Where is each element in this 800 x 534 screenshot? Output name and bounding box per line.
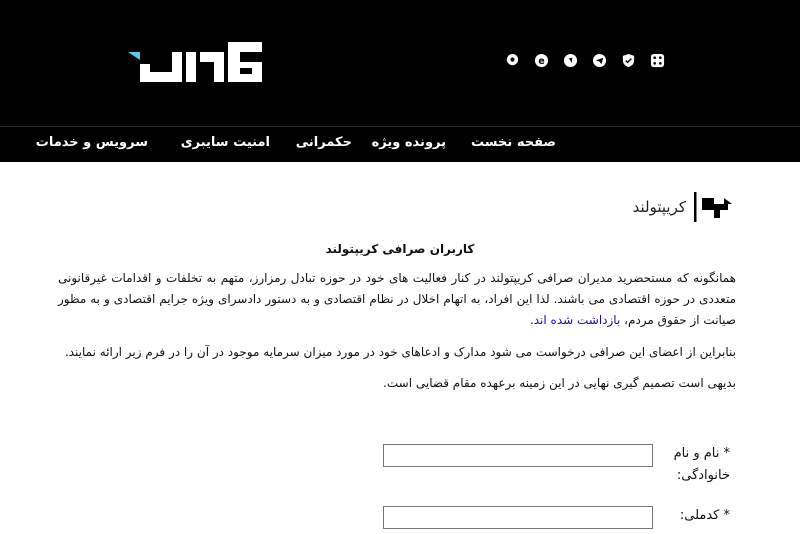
location-icon[interactable] [504,52,520,68]
nav-item-governance[interactable]: حکمرانی [295,135,352,150]
intro-text: همانگونه که مستحضرید مدیران صرافی کریپتولند در کنار فعالیت های خود در حوزه تبادل رمزارز، متهم به تخلفات و اقدامات غیرقانونی متعددی در حوزه اقتصادی می باشند. لذا این افراد، به اتهام اخلال در نظام اقتصادی و به دستور دادسرای ویژه جرایم اقتصادی و به مظور صیانت از حقوق مردم، [58,271,736,327]
aparat-icon[interactable] [533,52,549,68]
national-id-input[interactable] [383,506,653,529]
gerdab-logo[interactable] [128,38,262,84]
instagram-icon[interactable] [562,52,578,68]
intro-paragraph [58,268,736,331]
national-id-label: * کدملی: [679,508,730,523]
svg-text:e: e [537,55,545,67]
social-icons [504,52,678,68]
fullname-input[interactable] [383,444,653,467]
page-content [0,162,800,534]
request-paragraph: بنابراین از اعضای این صرافی درخواست می شود مدارک و ادعاهای خود در مورد میزان سرمایه موجود در آن را در فرم زیر ارائه نمایند. [64,345,736,359]
nav-item-home[interactable]: صفحه نخست [471,135,556,150]
form-title: کاربران صرافی کریپتولند [325,242,475,256]
notice-paragraph: بدیهی است تصمیم گیری نهایی در این زمینه برعهده مقام قضایی است. [383,376,736,390]
nav-item-services[interactable]: سرویس و خدمات [35,135,148,150]
nav-item-cyber[interactable]: امنیت سایبری [180,135,270,150]
site-header [0,0,800,126]
shield-icon[interactable] [620,52,636,68]
gerdab-mark-icon [694,190,734,224]
nav-item-dossier[interactable]: پرونده ویژه [371,135,446,150]
main-nav [0,126,800,162]
section-title: کریپتولند [632,198,686,216]
telegram-icon[interactable] [591,52,607,68]
arrest-link[interactable]: بازداشت شده اند. [529,313,621,327]
dice-icon[interactable] [649,52,665,68]
fullname-label: * نام و نام خانوادگی: [673,446,730,483]
